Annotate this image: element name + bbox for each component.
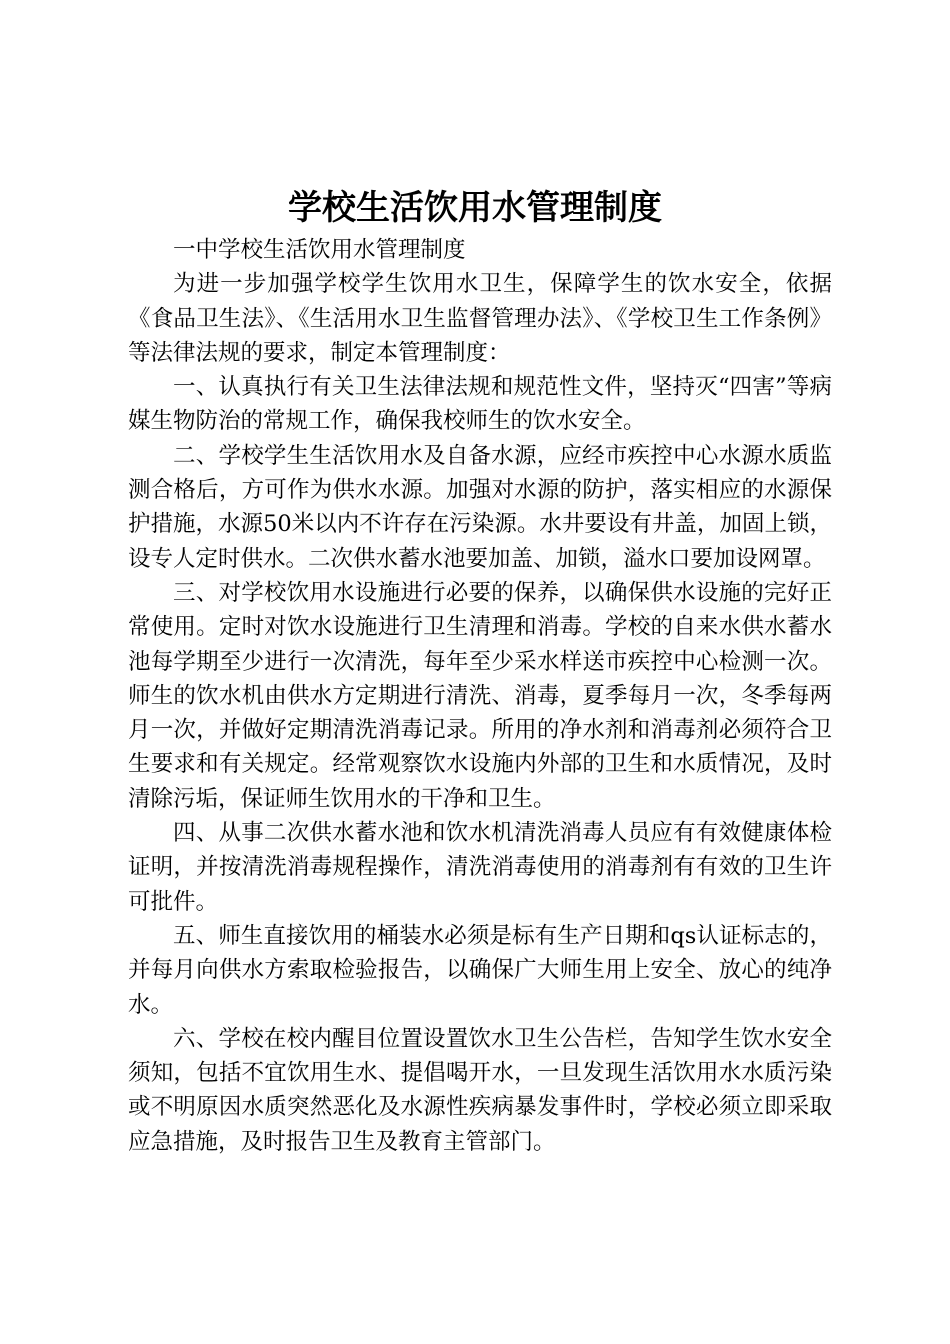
intro-paragraph: 为进一步加强学校学生饮用水卫生，保障学生的饮水安全，依据《食品卫生法》、《生活用水卫生监督管理办法》、《学校卫生工作条例》等法律法规的要求，制定本管理制度： [128, 271, 832, 366]
rule-4-paragraph: 四、从事二次供水蓄水池和饮水机清洗消毒人员应有有效健康体检证明，并按清洗消毒规程操作，清洗消毒使用的消毒剂有有效的卫生许可批件。 [128, 820, 832, 915]
document-subtitle: 一中学校生活饮用水管理制度 [173, 237, 466, 263]
rule-1-paragraph: 一、认真执行有关卫生法律法规和规范性文件，坚持灭“四害”等病媒生物防治的常规工作，确保我校师生的饮水安全。 [128, 374, 832, 435]
rule-6-paragraph: 六、学校在校内醒目位置设置饮水卫生公告栏，告知学生饮水安全须知，包括不宜饮用生水、提倡喝开水，一旦发现生活饮用水水质污染或不明原因水质突然恶化及水源性疾病暴发事件时，学校必须立即采取应急措施，及时报告卫生及教育主管部门。 [128, 1025, 832, 1155]
document-body [128, 233, 832, 1159]
rule-3-paragraph: 三、对学校饮用水设施进行必要的保养，以确保供水设施的完好正常使用。定时对饮水设施进行卫生清理和消毒。学校的自来水供水蓄水池每学期至少进行一次清洗，每年至少采水样送市疾控中心检测一次。师生的饮水机由供水方定期进行清洗、消毒，夏季每月一次，冬季每两月一次，并做好定期清洗消毒记录。所用的净水剂和消毒剂必须符合卫生要求和有关规定。经常观察饮水设施内外部的卫生和水质情况，及时清除污垢，保证师生饮用水的干净和卫生。 [128, 579, 832, 812]
document-title: 学校生活饮用水管理制度 [288, 188, 662, 228]
rule-2-paragraph: 二、学校学生生活饮用水及自备水源，应经市疾控中心水源水质监测合格后，方可作为供水水源。加强对水源的防护，落实相应的水源保护措施，水源50米以内不许存在污染源。水井要设有井盖，加固上锁，设专人定时供水。二次供水蓄水池要加盖、加锁，溢水口要加设网罩。 [128, 442, 832, 572]
rule-5-paragraph: 五、师生直接饮用的桶装水必须是标有生产日期和qs认证标志的，并每月向供水方索取检验报告，以确保广大师生用上安全、放心的纯净水。 [128, 922, 832, 1018]
